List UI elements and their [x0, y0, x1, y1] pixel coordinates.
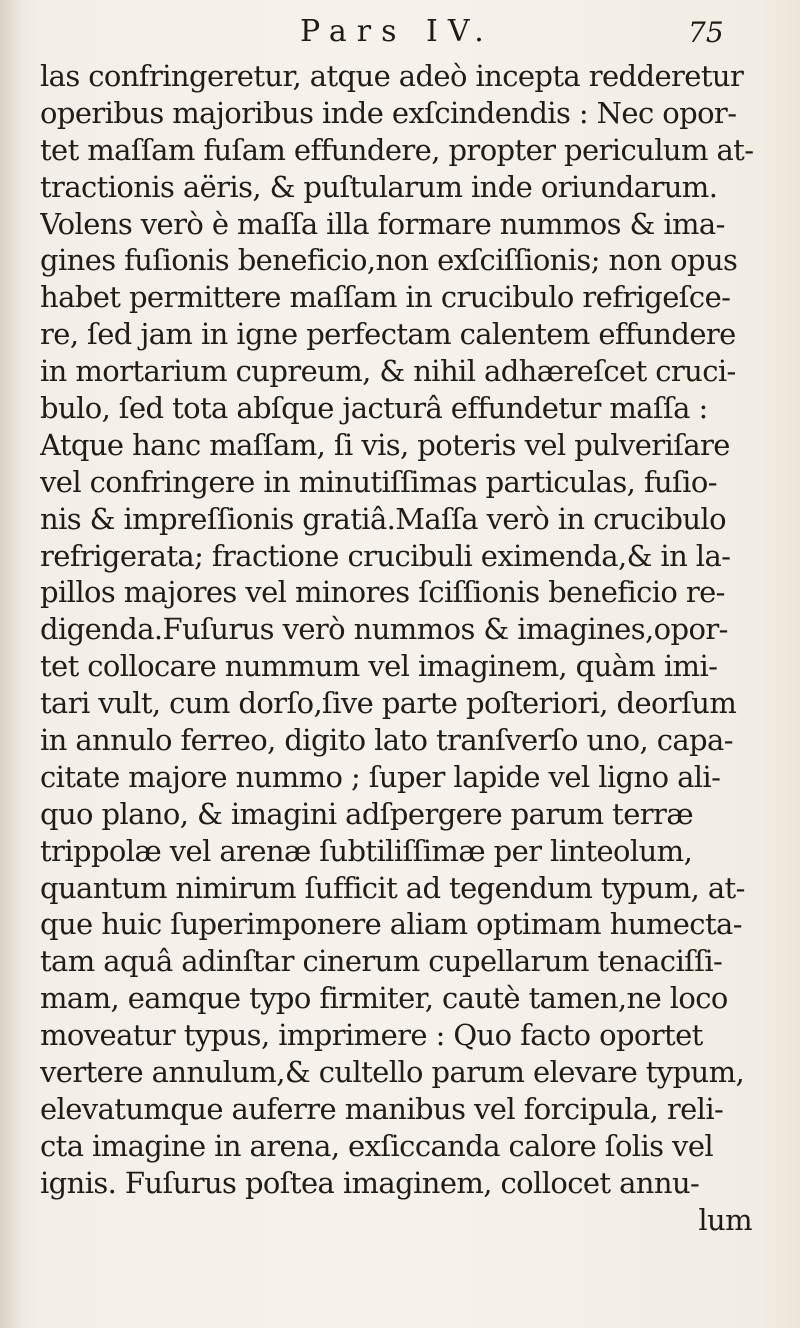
text-line: que huic ſuperimponere aliam optimam humecta-	[40, 907, 742, 942]
text-line: tractionis aëris, & puſtularum inde oriundarum.	[40, 169, 718, 204]
text-line: ignis. Fuſurus poſtea imaginem, collocet annu-	[40, 1165, 700, 1200]
text-line: bulo, ſed tota abſque jacturâ effundetur maſſa :	[40, 391, 708, 426]
text-line: in annulo ferreo, digito lato tranſverſo uno, capa-	[40, 723, 733, 758]
text-line: las confringeretur, atque adeò incepta redderetur	[40, 59, 744, 93]
text-line: quantum nimirum ſufficit ad tegendum typum, at-	[40, 870, 745, 905]
text-line: gines fuſionis beneficio,non exſciſſionis; non opus	[40, 243, 738, 278]
text-line: moveatur typus, imprimere : Quo facto oportet	[40, 1018, 703, 1053]
text-line: citate majore nummo ; ſuper lapide vel ligno ali-	[40, 759, 721, 794]
text-line: refrigerata; fractione crucibuli eximenda,& in la-	[40, 538, 731, 573]
text-line: tam aquâ adinſtar cinerum cupellarum tenaciſſi-	[40, 944, 723, 979]
page-header	[0, 14, 800, 54]
text-line: tari vult, cum dorſo,ſive parte poſteriori, deorſum	[40, 686, 737, 721]
running-head: Pars IV.	[300, 14, 494, 49]
text-line: digenda.Fuſurus verò nummos & imagines,opor-	[40, 612, 728, 647]
text-line: Atque hanc maſſam, ſi vis, poteris vel pulveriſare	[40, 427, 730, 462]
text-line: tet collocare nummum vel imaginem, quàm imi-	[40, 649, 718, 684]
text-line: operibus majoribus inde exſcindendis : Nec opor-	[40, 95, 737, 130]
text-line: quo plano, & imagini adſpergere parum terræ	[40, 796, 693, 831]
text-line: cta imagine in arena, exſiccanda calore ſolis vel	[40, 1128, 714, 1163]
page-number: 75	[688, 16, 724, 49]
text-line: Volens verò è maſſa illa formare nummos & ima-	[40, 206, 725, 241]
text-line: pillos majores vel minores ſciſſionis beneficio re-	[40, 575, 725, 610]
text-line: mam, eamque typo firmiter, cautè tamen,ne loco	[40, 981, 728, 1016]
text-line: elevatumque auferre manibus vel forcipula, reli-	[40, 1091, 724, 1126]
text-line: trippolæ vel arenæ ſubtiliſſimæ per linteolum,	[40, 833, 693, 868]
body-text	[40, 58, 780, 1239]
text-line: vertere annulum,& cultello parum elevare typum,	[40, 1055, 745, 1090]
text-line: nis & impreſſionis gratiâ.Maſſa verò in crucibulo	[40, 501, 726, 536]
text-line: in mortarium cupreum, & nihil adhæreſcet cruci-	[40, 354, 736, 389]
text-line: re, ſed jam in igne perfectam calentem effundere	[40, 317, 736, 352]
text-line: tet maſſam fuſam effundere, propter periculum at-	[40, 132, 754, 167]
text-line: habet permittere maſſam in crucibulo refrigeſce-	[40, 280, 731, 315]
text-line: vel confringere in minutiſſimas particulas, fuſio-	[40, 464, 717, 499]
catchword: lum	[698, 1202, 752, 1237]
gutter-shadow	[0, 0, 22, 1328]
